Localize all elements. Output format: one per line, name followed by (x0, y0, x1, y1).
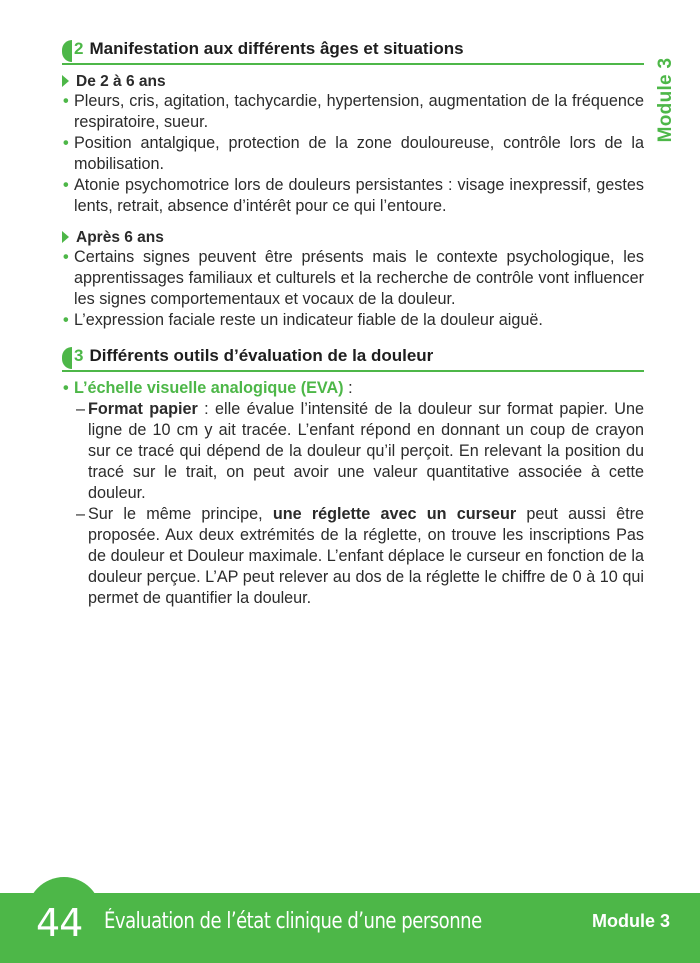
section-marker-icon (62, 347, 72, 369)
bullet-icon: • (63, 92, 69, 110)
dash-list (62, 399, 644, 609)
list-item: • Position antalgique, protection de la zone douloureuse, contrôle lors de la mobilisation. (63, 134, 644, 173)
dash-icon: – (76, 505, 86, 523)
chapter-title: Évaluation de l’état clinique d’une personne (104, 909, 482, 934)
module-side-tab (648, 40, 684, 160)
list-item: • Certains signes peuvent être présents mais le contexte psychologique, les apprentissages familiaux et culturels et la recherche de contrôle vont influencer les signes comportementaux et vocaux de la douleur. (63, 248, 644, 308)
dash-item: – Sur le même principe, une réglette avec un curseur peut aussi être proposée. Aux deux extrémités de la réglette, on trouve les inscriptions Pas de douleur et Douleur maximale. L’enfant déplace le curseur en fonction de la douleur perçue. L’AP peut relever au dos de la réglette le chiffre de 0 à 10 qui permet de quantifier la douleur. (76, 505, 644, 607)
triangle-right-icon (62, 75, 69, 87)
section-number: 3 (74, 346, 84, 365)
section-marker-icon (62, 40, 72, 62)
subheading-label: Après 6 ans (76, 228, 164, 246)
bullet-icon: • (63, 176, 69, 194)
bullet-icon: • (63, 134, 69, 152)
footer-module-label: Module 3 (591, 911, 670, 931)
section-2-heading (62, 38, 644, 65)
eva-title: L’échelle visuelle analogique (EVA) (74, 379, 344, 397)
list-item: • Pleurs, cris, agitation, tachycardie, hypertension, augmentation de la fréquence respiratoire, sueur. (63, 92, 644, 131)
triangle-right-icon (62, 231, 69, 243)
bullet-list (62, 91, 644, 217)
section-title: Manifestation aux différents âges et situations (89, 39, 464, 58)
section-title: Différents outils d’évaluation de la douleur (89, 346, 434, 365)
bullet-icon: • (63, 379, 69, 397)
page-content (62, 38, 644, 609)
section-3-heading (62, 345, 644, 372)
dash-item: – Format papier : elle évalue l’intensité de la douleur sur format papier. Une ligne de 10 cm y ait tracée. L’enfant répond en donnant un coup de crayon sur ce tracé qui dépend de la douleur qu’il perçoit. En relevant la position du tracé sur le trait, on peut avoir une valeur quantitative associée à cette douleur. (76, 400, 644, 502)
section-number: 2 (74, 39, 84, 58)
dash-icon: – (76, 400, 86, 418)
list-item: • L’expression faciale reste un indicateur fiable de la douleur aiguë. (63, 311, 543, 329)
bullet-icon: • (63, 311, 69, 329)
bullet-icon: • (63, 248, 69, 266)
bullet-list (62, 247, 644, 331)
list-item-eva: • L’échelle visuelle analogique (EVA) : – Format papier : elle évalue l’intensité de la douleur sur format papier. Une ligne de 10 cm y ait tracée. L’enfant répond en donnant un coup de crayon sur ce tracé qui dépend de la douleur qu’il perçoit. En relevant la position du tracé sur le trait, on peut avoir une valeur quantitative associée à cette douleur. – Sur le même principe, une réglette avec un curseur peut aussi être proposée. Aux deux extrémités de la réglette, on trouve les inscriptions Pas de douleur et Douleur maximale. L’enfant déplace le curseur en fonction de la douleur perçue. L’AP peut relever au dos de la réglette le chiffre de 0 à 10 qui permet de quantifier la douleur. (63, 379, 644, 607)
subheading-apres-6-ans (62, 227, 644, 247)
subheading-label: De 2 à 6 ans (76, 72, 166, 90)
subheading-2-6-ans (62, 71, 644, 91)
page-footer (0, 893, 700, 963)
page-number: 44 (36, 901, 83, 945)
module-side-label: Module 3 (655, 57, 676, 143)
list-item: • Atonie psychomotrice lors de douleurs persistantes : visage inexpressif, gestes lents, retrait, absence d’intérêt pour ce qui l’entoure. (63, 176, 644, 215)
bullet-list (62, 378, 644, 609)
